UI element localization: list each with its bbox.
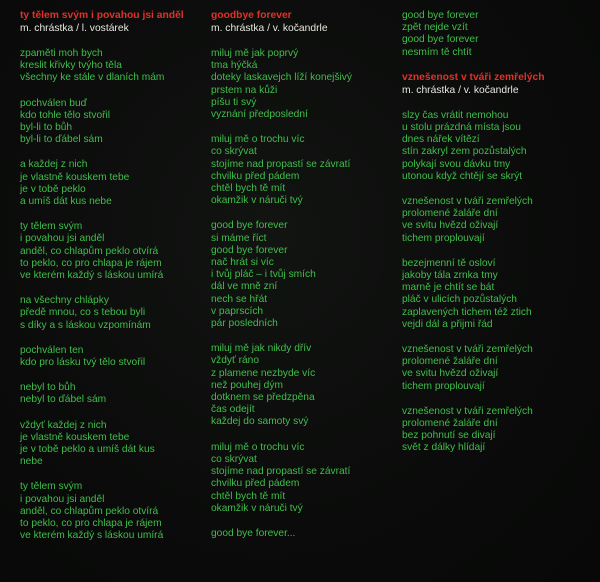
column-2 [211,10,396,540]
lyric-line: každej do samoty svý [211,416,309,428]
lyric-line: je vlastně kouskem tebe [20,171,130,183]
lyric-line: tichem proplouvají [402,232,485,244]
lyric-line: byl-li to bůh [20,122,73,134]
lyric-line: i tvůj pláč – i tvůj smích [211,269,316,281]
lyric-line: nech se hřát [211,293,268,305]
song-authors: m. chrástka / l. vostárek [20,23,129,34]
lyric-line: i povahou jsi anděl [20,493,105,505]
lyric-line: good bye forever... [211,527,296,539]
lyric-line: na všechny chlápky [20,295,109,307]
lyric-line: ve kterém každý s láskou umírá [20,530,164,542]
lyric-line: prolomené žaláře dní [402,208,498,220]
stanza [20,48,205,85]
song-title: goodbye forever [211,10,292,21]
stanza [211,343,396,428]
lyric-line: si máme říct [211,232,267,244]
lyric-line: svět z dálky hlídají [402,442,486,454]
lyric-line: nač hrát si víc [211,257,274,269]
song-authors: m. chrástka / v. kočandrle [402,84,519,96]
lyric-line: vznešenost v tváři zemřelých [402,344,533,356]
lyric-line: ve svitu hvězd oživají [402,368,499,380]
lyric-line: bez pohnutí se divají [402,430,496,442]
lyric-line: okamžik v náruči tvý [211,502,303,514]
lyric-line: anděl, co chlapům peklo otvírá [20,245,159,257]
stanza [20,345,205,369]
lyric-line: všechny ke stále v dlaních mám [20,72,165,84]
lyric-line: prolomené žaláře dní [402,418,498,430]
lyric-line: jakoby tála zrnka tmy [402,270,498,282]
lyric-line: pochválen ten [20,344,84,356]
lyric-line: chvilku před pádem [211,478,300,490]
lyric-line: dál ve mně zní [211,281,278,293]
lyric-line: miluj mě jak poprvý [211,48,299,59]
lyric-line: než pouhej dým [211,379,283,391]
stanza [20,420,205,469]
lyric-line: nebe [20,456,43,468]
lyric-line: doteky laskavejch líží konejšivý [211,72,352,84]
lyric-line: co skrývat [211,146,257,158]
lyric-line: píšu ti svý [211,96,257,108]
lyric-line: z plamene nezbyde víc [211,367,316,379]
song [20,10,205,543]
stanza [402,344,592,393]
lyric-line: kdo pro lásku tvý tělo stvořil [20,357,146,369]
lyric-line: a umíš dát kus nebe [20,196,112,208]
lyric-line: good bye forever [402,34,479,46]
lyric-line: stín zakryl zem pozůstalých [402,146,527,158]
lyric-line: předě mnou, co s tebou byli [20,307,146,319]
lyric-line: ty tělem svým [20,221,83,233]
lyric-line: vznešenost v tváři zemřelých [402,405,533,417]
lyric-line: miluj mě jak nikdy dřív [211,343,312,355]
lyric-line: zpět nejde vzít [402,22,468,34]
lyric-line: vyznání předposlední [211,109,308,121]
lyric-line: bezejmenní tě osloví [402,257,496,269]
lyric-line: chtěl bych tě mít [211,183,286,195]
lyric-line: i povahou jsi anděl [20,233,105,245]
song-title: ty tělem svým i povahou jsi anděl [20,10,184,21]
lyric-line: pochválen buď [20,97,87,109]
song [211,10,396,540]
stanza [20,295,205,332]
lyric-line: good bye forever [402,10,479,21]
song [402,10,592,59]
lyric-line: u stolu prázdná místa jsou [402,122,521,134]
lyric-line: prolomené žaláře dní [402,356,498,368]
stanza [20,481,205,542]
lyric-line: vejdi dál a přijmi řád [402,318,493,330]
lyric-line: chvilku před pádem [211,170,300,182]
lyric-line: je v tobě peklo [20,183,86,195]
stanza [20,221,205,282]
lyric-line: miluj mě o trochu víc [211,441,305,453]
lyric-line: s díky a s láskou vzpomínám [20,319,151,331]
lyric-line: vznešenost v tváři zemřelých [402,196,533,208]
lyric-line: anděl, co chlapům peklo otvírá [20,505,159,517]
stanza [20,98,205,147]
song [402,72,592,455]
lyric-line: je vlastně kouskem tebe [20,431,130,443]
stanza [402,406,592,455]
lyric-line: to peklo, co pro chlapa je rájem [20,257,162,269]
lyric-line: tichem proplouvají [402,380,485,392]
lyric-line: dotknem se předzpěna [211,392,315,404]
lyric-line: vždyť každej z nich [20,419,107,431]
lyric-line: nebyl to bůh [20,382,76,394]
song-title: vznešenost v tváři zemřelých [402,71,545,83]
lyric-line: pár posledních [211,318,278,330]
lyric-line: kreslit křivky tvýho těla [20,60,122,72]
lyric-line: good bye forever [211,220,288,232]
lyric-line: nebyl to ďábel sám [20,394,107,406]
lyric-line: vždyť ráno [211,355,259,367]
lyric-line: slzy čas vrátit nemohou [402,109,509,121]
lyric-line: ty tělem svým [20,481,83,493]
lyric-line: co skrývat [211,453,257,465]
lyric-line: utonou když chtějí se skrýt [402,170,523,182]
column-3 [402,10,592,455]
lyric-line: byl-li to ďábel sám [20,134,103,146]
lyric-line: chtěl bych tě mít [211,490,286,502]
lyric-line: čas odejít [211,404,255,416]
lyric-line: marně je chtít se bát [402,282,495,294]
lyric-line: ve svitu hvězd oživají [402,220,499,232]
lyric-line: zaplavených tichem též ztich [402,306,532,318]
stanza [402,10,592,59]
lyric-line: dnes nářek vítězí [402,134,480,146]
stanza [211,220,396,330]
lyric-line: miluj mě o trochu víc [211,134,305,146]
lyric-line: je v tobě peklo a umíš dát kus [20,444,155,456]
song-authors: m. chrástka / v. kočandrle [211,23,328,34]
lyric-line: a každej z nich [20,159,88,171]
column-1 [20,10,205,543]
stanza [211,528,396,540]
lyric-line: good bye forever [211,244,288,256]
stanza [20,382,205,406]
lyric-line: to peklo, co pro chlapa je rájem [20,518,162,530]
lyric-line: polykají svou dávku tmy [402,158,511,170]
lyric-line: nesmím tě chtít [402,46,472,58]
stanza [402,110,592,183]
lyric-line: ve kterém každý s láskou umírá [20,270,164,282]
lyric-line: okamžik v náruči tvý [211,195,303,207]
stanza [20,159,205,208]
lyric-line: v paprscích [211,305,264,317]
stanza [211,442,396,515]
lyric-line: stojíme nad propastí se závratí [211,466,351,478]
lyric-line: tma hýčká [211,60,258,72]
lyric-line: kdo tohle tělo stvořil [20,109,111,121]
stanza [402,196,592,245]
lyric-line: prstem na kůži [211,84,278,96]
lyric-line: stojíme nad propastí se závratí [211,158,351,170]
lyric-line: zpaměti moh bych [20,48,103,59]
lyric-line: pláč v ulicích pozůstalých [402,294,517,306]
stanza [211,48,396,121]
stanza [402,258,592,331]
stanza [211,134,396,207]
